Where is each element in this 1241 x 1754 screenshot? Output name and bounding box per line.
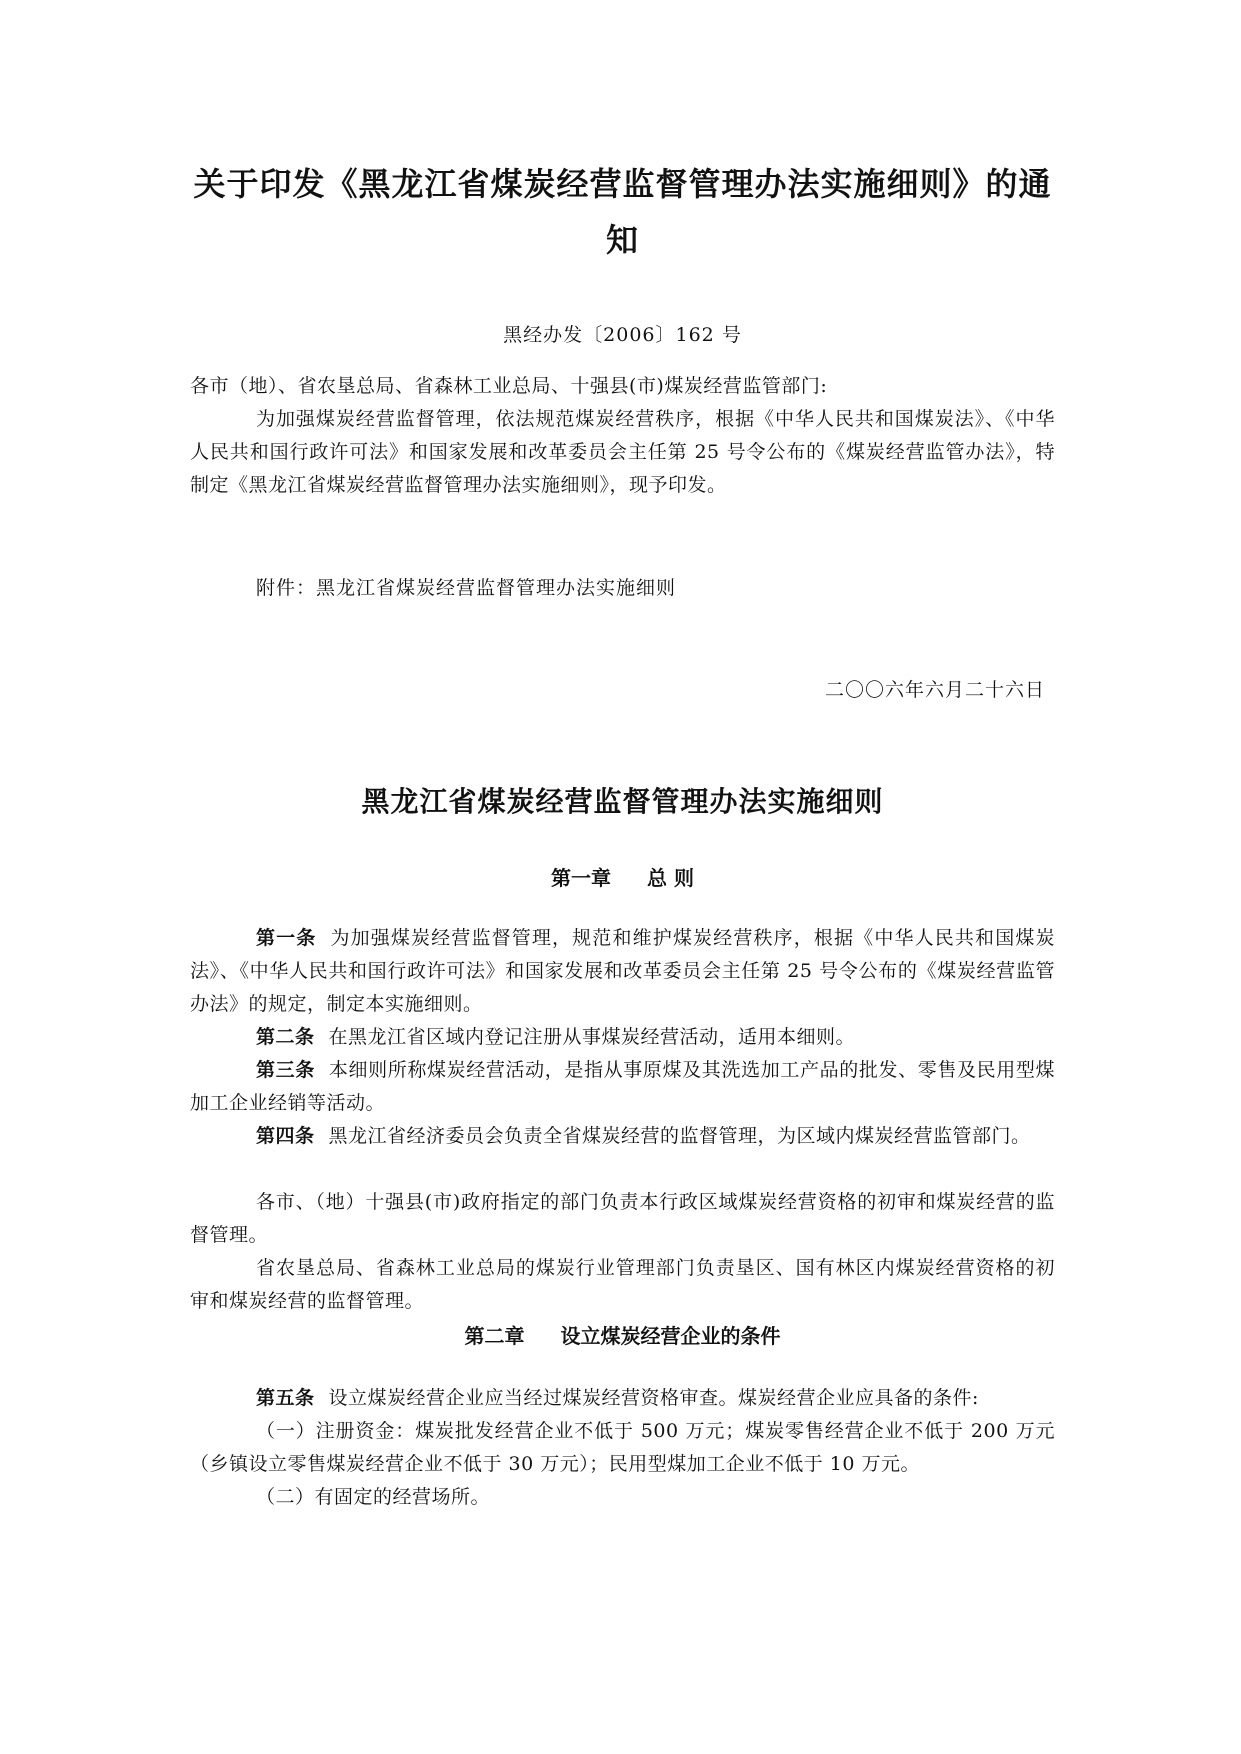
chapter-1-number: 第一章 [551,866,612,890]
article-4-text: 黑龙江省经济委员会负责全省煤炭经营的监督管理，为区域内煤炭经营监管部门。 [328,1125,1031,1147]
article-4 [190,1120,1055,1153]
rules-title: 黑龙江省煤炭经营监督管理办法实施细则 [361,785,884,818]
article-2 [190,1021,1055,1054]
article-2-text: 在黑龙江省区域内登记注册从事煤炭经营活动，适用本细则。 [328,1026,856,1048]
article-1-text: 为加强煤炭经营监督管理，规范和维护煤炭经营秩序，根据《中华人民共和国煤炭法》、《中华人民共和国行政许可法》和国家发展和改革委员会主任第 25 号令公布的《煤炭经营监管办法》的规定，制定本实施细则。 [190,927,1055,1015]
article-4-paragraph-2: 各市、（地）十强县(市)政府指定的部门负责本行政区域煤炭经营资格的初审和煤炭经营的监督管理。 [190,1191,1055,1246]
article-5-label: 第五条 [256,1387,315,1409]
notice-title [190,156,1055,268]
issue-date: 二〇〇六年六月二十六日 [824,679,1045,701]
chapter-1-heading [190,862,1055,891]
document-page [190,0,1055,1754]
article-4-label: 第四条 [256,1125,315,1147]
chapter-2-number: 第二章 [464,1324,525,1348]
article-4-paragraph-3: 省农垦总局、省森林工业总局的煤炭行业管理部门负责垦区、国有林区内煤炭经营资格的初审和煤炭经营的监督管理。 [190,1257,1055,1312]
chapter-1-name: 总 则 [647,866,694,890]
notice-body: 为加强煤炭经营监督管理，依法规范煤炭经营秩序，根据《中华人民共和国煤炭法》、《中华人民共和国行政许可法》和国家发展和改革委员会主任第 25 号令公布的《煤炭经营监管办法》，特制定《黑龙江省煤炭经营监督管理办法实施细则》，现予印发。 [190,408,1055,496]
article-3-text: 本细则所称煤炭经营活动，是指从事原煤及其洗选加工产品的批发、零售及民用型煤加工企业经销等活动。 [190,1059,1055,1114]
article-1 [190,922,1055,1021]
article-5-item-1: （一）注册资金：煤炭批发经营企业不低于 500 万元；煤炭零售经营企业不低于 200 万元（乡镇设立零售煤炭经营企业不低于 30 万元）；民用型煤加工企业不低于 10 万元。 [190,1420,1055,1475]
article-5-text: 设立煤炭经营企业应当经过煤炭经营资格审查。煤炭经营企业应具备的条件: [328,1387,979,1409]
article-2-label: 第二条 [256,1026,315,1048]
chapter-2-heading [190,1320,1055,1349]
article-3-label: 第三条 [256,1059,315,1081]
recipients-line: 各市（地）、省农垦总局、省森林工业总局、十强县(市)煤炭经营监管部门: [190,375,828,397]
article-3 [190,1054,1055,1120]
article-5-item-2: （二）有固定的经营场所。 [256,1486,491,1508]
chapter-2-name: 设立煤炭经营企业的条件 [560,1324,781,1348]
notice-title-line1: 关于印发《黑龙江省煤炭经营监督管理办法实施细则》的通 [193,165,1052,203]
article-1-label: 第一条 [256,927,317,949]
document-number: 黑经办发〔2006〕162 号 [503,324,742,346]
attachment-line: 附件：黑龙江省煤炭经营监督管理办法实施细则 [256,577,677,599]
article-5 [190,1382,1055,1415]
notice-title-line2: 知 [605,221,639,259]
